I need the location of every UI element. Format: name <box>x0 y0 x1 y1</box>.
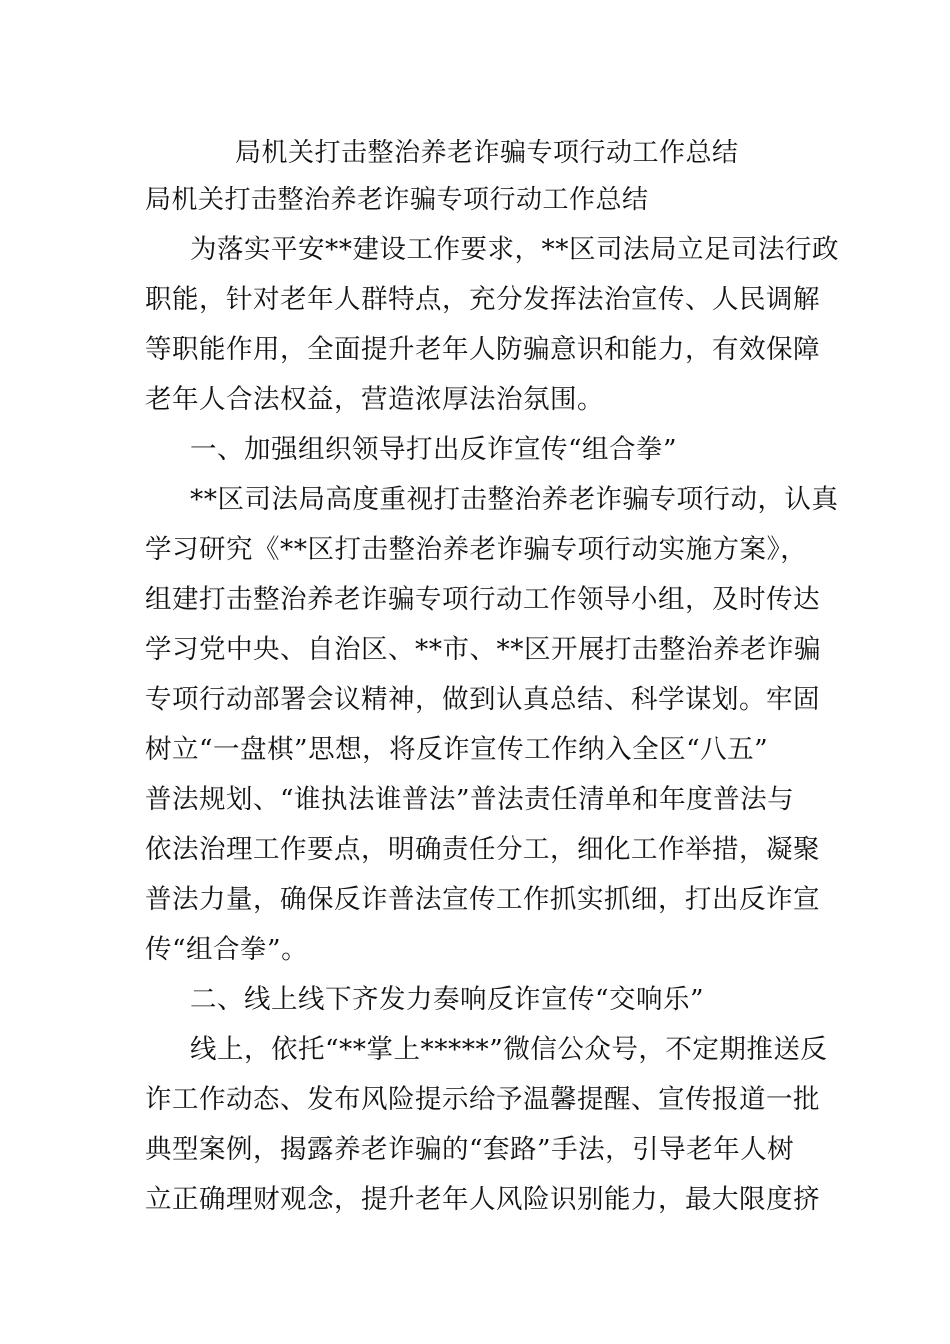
paragraph-line: 学习党中央、自治区、**市、**区开展打击整治养老诈骗 <box>145 634 821 665</box>
section-heading-1: 一、加强组织领导打出反诈宣传“组合拳” <box>190 434 678 465</box>
paragraph-line: 等职能作用，全面提升老年人防骗意识和能力，有效保障 <box>145 334 820 365</box>
paragraph-line: 职能，针对老年人群特点，充分发挥法治宣传、人民调解 <box>145 284 820 315</box>
document-subtitle: 局机关打击整治养老诈骗专项行动工作总结 <box>145 185 649 215</box>
paragraph-line: 专项行动部署会议精神，做到认真总结、科学谋划。牢固 <box>145 684 820 715</box>
paragraph-line: 普法规划、“谁执法谁普法”普法责任清单和年度普法与 <box>145 784 795 815</box>
paragraph-line: 普法力量，确保反诈普法宣传工作抓实抓细，打出反诈宣 <box>145 884 820 915</box>
paragraph-line: 传“组合拳”。 <box>145 934 309 965</box>
paragraph-line: 立正确理财观念，提升老年人风险识别能力，最大限度挤 <box>145 1184 820 1215</box>
paragraph-line: 老年人合法权益，营造浓厚法治氛围。 <box>145 384 604 415</box>
document-body <box>145 225 839 1225</box>
paragraph-line: 树立“一盘棋”思想，将反诈宣传工作纳入全区“八五” <box>145 734 769 765</box>
section-heading-2: 二、线上线下齐发力奏响反诈宣传“交响乐” <box>190 984 705 1015</box>
paragraph-line: **区司法局高度重视打击整治养老诈骗专项行动，认真 <box>190 484 839 515</box>
paragraph-line: 诈工作动态、发布风险提示给予温馨提醒、宣传报道一批 <box>145 1084 820 1115</box>
paragraph-line: 组建打击整治养老诈骗专项行动工作领导小组，及时传达 <box>145 584 820 615</box>
paragraph-line: 依法治理工作要点，明确责任分工，细化工作举措，凝聚 <box>145 834 820 865</box>
paragraph-line: 线上，依托“**掌上*****”微信公众号，不定期推送反 <box>190 1034 828 1065</box>
paragraph-line: 典型案例，揭露养老诈骗的“套路”手法，引导老年人树 <box>145 1134 795 1165</box>
paragraph-line: 学习研究《**区打击整治养老诈骗专项行动实施方案》， <box>145 534 808 565</box>
paragraph-line: 为落实平安**建设工作要求，**区司法局立足司法行政 <box>190 234 839 265</box>
document-title: 局机关打击整治养老诈骗专项行动工作总结 <box>235 138 739 168</box>
